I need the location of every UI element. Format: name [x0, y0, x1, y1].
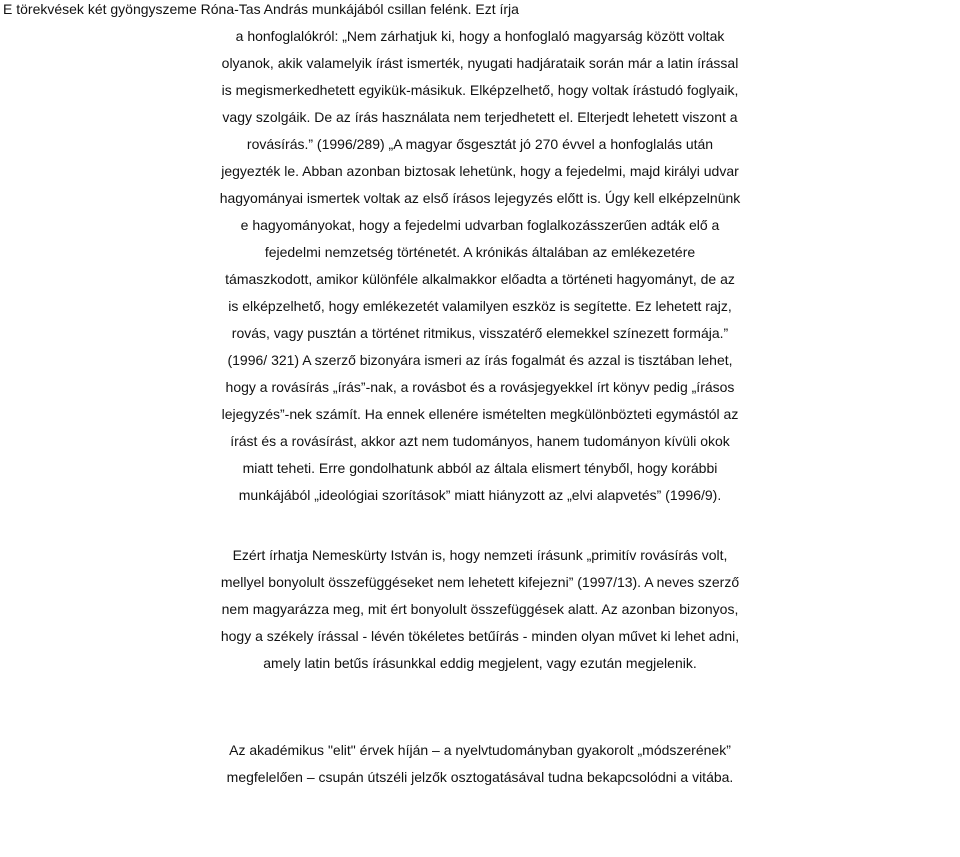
paragraph-line: is elképzelhető, hogy emlékezetét valamilyen eszköz is segítette. Ez lehetett rajz, [228, 298, 732, 314]
paragraph-line: támaszkodott, amikor különféle alkalmakkor előadta a történeti hagyományt, de az [225, 271, 735, 287]
paragraph-line: mellyel bonyolult összefüggéseket nem lehetett kifejezni” (1997/13). A neves szerző [220, 574, 740, 590]
paragraph-line: rovás, vagy pusztán a történet ritmikus, visszatérő elemekkel színezett formája.” [231, 325, 729, 341]
paragraph-line: olyanok, akik valamelyik írást ismerték, nyugati hadjárataik során már a latin írással [221, 55, 739, 71]
paragraph-line: miatt teheti. Erre gondolhatunk abból az általa elismert tényből, hogy korábbi [242, 460, 718, 476]
paragraph-line: megfelelően – csupán útszéli jelzők osztogatásával tudna bekapcsolódni a vitába. [226, 769, 734, 785]
paragraph-line: e hagyományokat, hogy a fejedelmi udvarban foglalkozásszerűen adták elő a [240, 217, 720, 233]
paragraph-line: vagy szolgáik. De az írás használata nem terjedhetett el. Elterjedt lehetett viszont a [222, 109, 738, 125]
paragraph-line: hagyományai ismertek voltak az első írásos lejegyzés előtt is. Úgy kell elképzelnünk [219, 190, 741, 206]
paragraph-line: is megismerkedhetett egyikük-másikuk. Elképzelhető, hogy voltak írástudó foglyaik, [221, 82, 739, 98]
paragraph-line: (1996/ 321) A szerző bizonyára ismeri az írás fogalmát és azzal is tisztában lehet, [227, 352, 733, 368]
paragraph-line: munkájából „ideológiai szorítások” miatt hiányzott az „elvi alapvetés” (1996/9). [238, 487, 722, 503]
paragraph-line: amely latin betűs írásunkkal eddig megjelent, vagy ezután megjelenik. [263, 655, 697, 671]
paragraph-line: nem magyarázza meg, mit ért bonyolult összefüggések alatt. Az azonban bizonyos, [221, 601, 739, 617]
paragraph-line: E törekvések két gyöngyszeme Róna-Tas András munkájából csillan felénk. Ezt írja [3, 1, 519, 17]
paragraph-line: Az akadémikus "elit" érvek híján – a nyelvtudományban gyakorolt „módszerének” [229, 742, 731, 758]
paragraph-line: rovásírás.” (1996/289) „A magyar ősgesztát jó 270 évvel a honfoglalás után [246, 136, 714, 152]
paragraph-line: hogy a székely írással - lévén tökéletes betűírás - minden olyan művet ki lehet adni, [220, 628, 740, 644]
paragraph-line: lejegyzés”-nek számít. Ha ennek ellenére ismételten megkülönbözteti egymástól az [221, 406, 739, 422]
paragraph-line: fejedelmi nemzetség történetét. A krónikás általában az emlékezetére [264, 244, 696, 260]
paragraph-line: jegyezték le. Abban azonban biztosak lehetünk, hogy a fejedelmi, majd királyi udvar [221, 163, 739, 179]
paragraph-line: a honfoglalókról: „Nem zárhatjuk ki, hogy a honfoglaló magyarság között voltak [235, 28, 725, 44]
paragraph-line: írást és a rovásírást, akkor azt nem tudományos, hanem tudományon kívüli okok [230, 433, 730, 449]
paragraph-line: Ezért írhatja Nemeskürty István is, hogy nemzeti írásunk „primitív rovásírás volt, [232, 547, 728, 563]
paragraph-line: hogy a rovásírás „írás”-nak, a rovásbot és a rovásjegyekkel írt könyv pedig „írásos [225, 379, 735, 395]
